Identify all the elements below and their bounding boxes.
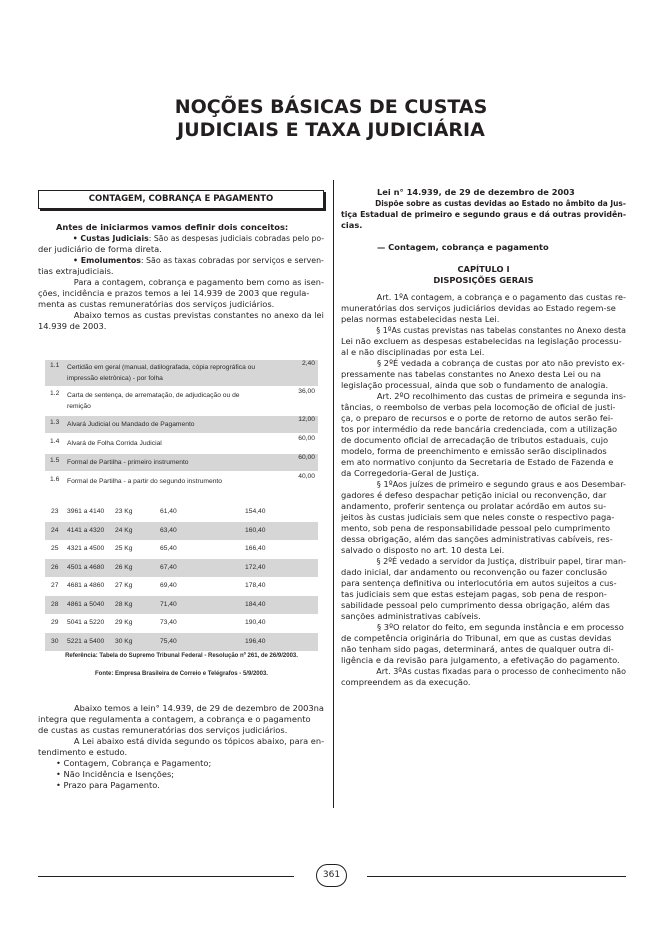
- topic-list: [38, 758, 324, 791]
- law-text-line: em ato normativo conjunto da Secretaria de Estado de Fazenda e: [341, 457, 614, 467]
- chapter-number: CAPÍTULO I: [457, 264, 510, 274]
- section-heading-box: CONTAGEM, COBRANÇA E PAGAMENTO: [38, 190, 324, 209]
- law-text-line: compreendem as da execução.: [341, 677, 471, 687]
- table-cell-description: [67, 476, 287, 487]
- postage-table: [45, 503, 318, 651]
- definition-term: • Custas Judiciais: [72, 233, 149, 243]
- table-cell: 4681 a 4860: [67, 582, 105, 589]
- law-title: Lei n° 14.939, de 29 de dezembro de 2003: [377, 187, 575, 197]
- law-text-line: tos por intermédio da rede bancária credenciada, com a utilização: [341, 424, 618, 434]
- law-text-line: Art. 2ºO recolhimento das custas de primeira e segunda ins-: [376, 391, 626, 401]
- paragraph-line: Para a contagem, cobrança e pagamento bem como as isen-: [73, 277, 324, 287]
- paragraph-line: ções, incidência e prazos temos a lei 14.939 de 2003 que regula-: [38, 288, 310, 298]
- left-column: [38, 190, 324, 332]
- table-cell: 27: [51, 582, 59, 589]
- table-cell-description: [67, 390, 287, 412]
- table-row: [45, 540, 318, 559]
- table-cell: 3961 a 4140: [67, 508, 105, 515]
- table-cell: 24 Kg: [115, 526, 133, 534]
- table-cell: 28: [51, 600, 59, 608]
- law-text-line: modelo, forma de preenchimento e emissão serão disciplinados: [341, 446, 607, 456]
- table-cell-value: 40,00: [298, 473, 315, 480]
- title-line-2: JUDICIAIS E TAXA JUDICIÁRIA: [177, 119, 485, 141]
- table-cell: 196,40: [245, 637, 266, 645]
- law-text-line: sanções administrativas cabíveis.: [341, 611, 481, 621]
- left-column-bottom: [38, 703, 324, 791]
- table-row: [45, 388, 318, 414]
- law-text-line: pressamente nas tabelas constantes no Anexo desta Lei ou na: [341, 369, 602, 379]
- right-column: [341, 187, 626, 688]
- table-row: [45, 416, 318, 433]
- table-reference: Referência: Tabela do Supremo Tribunal Federal - Resolução nº 261, de 26/9/2003.: [65, 653, 298, 659]
- table-cell: 29 Kg: [115, 619, 133, 626]
- paragraph-line: 14.939 de 2003.: [38, 321, 107, 331]
- table-cell: 30: [51, 637, 59, 645]
- table-cell: 69,40: [160, 582, 177, 589]
- paragraph-line: A Lei abaixo está divida segundo os tópicos abaixo, para en-: [73, 736, 325, 746]
- table-cell: 4141 a 4320: [67, 526, 105, 534]
- table-row: [45, 633, 318, 652]
- definition-emolumentos-cont: tias extrajudiciais.: [38, 266, 114, 276]
- table-cell: 24: [51, 526, 59, 534]
- table-cell: 28 Kg: [115, 600, 133, 608]
- table-cell-number: 1.1: [50, 362, 60, 369]
- table-cell: 25: [51, 545, 59, 552]
- table-cell-number: 1.4: [50, 438, 60, 445]
- table-cell: 190,40: [245, 619, 266, 626]
- intro-text: Antes de iniciarmos vamos definir dois conceitos:: [56, 222, 289, 232]
- table-cell: 23 Kg: [115, 508, 133, 515]
- table-cell-number: 1.5: [50, 457, 60, 464]
- footer-rule-right: [367, 876, 626, 877]
- description-line: remição: [67, 403, 91, 410]
- table-cell: 23: [51, 508, 59, 515]
- law-text-line: andamento, proferir sentença ou prolatar acórdão em autos su-: [341, 501, 607, 511]
- law-text-line: pelas normas estabelecidas nesta Lei.: [341, 314, 500, 324]
- law-text-line: jeitos às custas judiciais sem que neles conste o respectivo paga-: [341, 512, 615, 522]
- law-text-line: dessa obrigação, além das sanções administrativas cabíveis, res-: [341, 534, 613, 544]
- table-cell: 5221 a 5400: [67, 637, 105, 645]
- law-summary: Dispõe sobre as custas devidas ao Estado no âmbito da Jus-: [375, 198, 626, 208]
- table-cell-description: [67, 419, 287, 430]
- paragraph-line: tendimento e estudo.: [38, 747, 128, 757]
- table-cell: 172,40: [245, 563, 266, 571]
- costs-table: [45, 360, 318, 492]
- table-cell: 160,40: [245, 526, 266, 534]
- table-cell: 67,40: [160, 563, 177, 571]
- paragraph-line: Abaixo temos a lein° 14.939, de 29 de dezembro de 2003na: [73, 703, 324, 713]
- description-line: Alvará de Folha Corrida Judicial: [67, 440, 162, 447]
- table-cell: 4321 a 4500: [67, 545, 105, 552]
- table-row: [45, 614, 318, 633]
- table-cell: 30 Kg: [115, 637, 133, 645]
- table-cell: 27 Kg: [115, 582, 133, 589]
- table-cell: 75,40: [160, 637, 177, 645]
- law-text-line: § 1ºAos juízes de primeiro e segundo graus e aos Desembar-: [376, 479, 627, 489]
- table-cell: 25 Kg: [115, 545, 133, 552]
- law-text-line: ligência e da revisão para julgamento, a efetivação do pagamento.: [341, 655, 620, 665]
- law-summary: tiça Estadual de primeiro e segundo graus e dá outras providên-: [341, 209, 627, 219]
- law-text-line: mento, sob pena de responsabilidade pessoal pelo cumprimento: [341, 523, 611, 533]
- law-text-line: ça, o preparo de recursos e o porte de retorno de autos serão fei-: [341, 413, 614, 423]
- description-line: Formal de Partilha - a partir do segundo instrumento: [67, 478, 223, 485]
- description-line: Carta de sentença, de arrematação, de adjudicação ou de: [67, 392, 240, 399]
- law-text-line: § 2ºÉ vedada a cobrança de custas por ato não previsto ex-: [377, 358, 625, 368]
- title-line-1: NOÇÕES BÁSICAS DE CUSTAS: [174, 96, 488, 118]
- table-row: [45, 435, 318, 452]
- table-cell: 71,40: [160, 600, 177, 608]
- table-row: [45, 577, 318, 596]
- table-cell-value: 60,00: [298, 454, 315, 461]
- law-text-line: gadores é defeso despachar petição inicial ou reconvenção, dar: [341, 490, 607, 500]
- table-cell-value: 36,00: [298, 388, 315, 395]
- table-cell: 26 Kg: [115, 563, 133, 571]
- subheading: — Contagem, cobrança e pagamento: [377, 242, 549, 252]
- table-cell: 29: [51, 619, 59, 626]
- table-cell: 5041 a 5220: [67, 619, 105, 626]
- law-text-line: muneratórias dos serviços judiciários devidas ao Estado regem-se: [341, 303, 616, 313]
- table-cell-description: [67, 438, 287, 449]
- table-cell: 184,40: [245, 600, 266, 608]
- footer-rule-left: [38, 876, 294, 877]
- law-text-line: para sentença definitiva ou interlocutória em autos sujeitos a cus-: [341, 578, 617, 588]
- table-row: [45, 559, 318, 578]
- table-row: [45, 454, 318, 471]
- table-cell: 4501 a 4680: [67, 563, 105, 571]
- table-cell-number: 1.3: [50, 419, 60, 426]
- list-item: • Contagem, Cobrança e Pagamento;: [56, 758, 212, 768]
- paragraph-line: integra que regulamenta a contagem, a cobrança e o pagamento: [38, 714, 311, 724]
- law-text-line: de documento oficial de arrecadação de tributos estaduais, cujo: [341, 435, 609, 445]
- table-cell: 63,40: [160, 526, 177, 534]
- definition-custas-cont: der judiciário de forma direta.: [38, 244, 162, 254]
- table-row: [45, 596, 318, 615]
- paragraph-line: Abaixo temos as custas previstas constantes no anexo da lei: [73, 310, 324, 320]
- table-cell-number: 1.6: [50, 476, 60, 483]
- table-cell: 26: [51, 563, 59, 571]
- law-text-line: Lei não excluem as despesas estabelecidas na legislação processu-: [341, 336, 622, 346]
- table-cell-value: 60,00: [298, 435, 315, 442]
- paragraph-line: menta as custas remuneratórias dos serviços judiciários.: [38, 299, 275, 309]
- table-row: [45, 473, 318, 490]
- chapter-title: DISPOSIÇÕES GERAIS: [433, 275, 534, 285]
- law-text-line: da Corregedoria-Geral de Justiça.: [341, 468, 480, 478]
- law-text-line: de competência originária do Tribunal, em que as custas devidas: [341, 633, 612, 643]
- law-text: [341, 292, 626, 688]
- table-cell: 65,40: [160, 545, 177, 552]
- description-line: impressão eletrônica) - por folha: [67, 375, 163, 382]
- table-cell: 154,40: [245, 508, 266, 515]
- law-text-line: § 3ºO relator do feito, em segunda instância e em processo: [377, 622, 624, 632]
- page-title: [0, 96, 662, 142]
- table-cell-number: 1.2: [50, 390, 60, 397]
- law-text-line: salvado o disposto no art. 10 desta Lei.: [341, 545, 505, 555]
- table-cell-description: [67, 457, 287, 468]
- description-line: Certidão em geral (manual, datilografada, cópia reprográfica ou: [67, 364, 256, 371]
- law-text-line: legislação processual, ainda que sob o fundamento de analogia.: [341, 380, 609, 390]
- law-text-line: Art. 1ºA contagem, a cobrança e o pagamento das custas re-: [376, 292, 626, 302]
- definition-text: : São as despesas judiciais cobradas pelo po-: [148, 233, 325, 243]
- table-row: [45, 503, 318, 522]
- table-row: [45, 522, 318, 541]
- costs-table-image: [45, 360, 318, 677]
- list-item: • Prazo para Pagamento.: [56, 780, 160, 790]
- table-row: [45, 360, 318, 386]
- definition-emolumentos: [38, 255, 324, 266]
- table-cell: 166,40: [245, 545, 266, 552]
- law-text-line: sabilidade pessoal pelo cumprimento dessa obrigação, além das: [341, 600, 610, 610]
- law-summary: cias.: [341, 220, 363, 230]
- table-cell-value: 12,00: [298, 416, 315, 423]
- law-text-line: § 2ºÉ vedado a servidor da Justiça, distribuir papel, tirar man-: [376, 556, 627, 566]
- table-cell: 178,40: [245, 582, 266, 589]
- column-divider: [333, 180, 334, 808]
- table-cell: 61,40: [160, 508, 177, 515]
- definition-term: • Emolumentos: [73, 255, 141, 265]
- table-cell-description: [67, 362, 287, 384]
- law-text-line: al e não disciplinadas por esta Lei.: [341, 347, 485, 357]
- table-source: Fonte: Empresa Brasileira de Correio e Telégrafos - 5/9/2003.: [95, 671, 268, 677]
- law-text-line: não tenham sido pagas, determinará, antes de qualquer outra di-: [341, 644, 614, 654]
- table-cell-value: 2,40: [301, 360, 315, 367]
- definition-custas: [38, 233, 324, 244]
- law-text-line: § 1ºAs custas previstas nas tabelas constantes no Anexo desta: [376, 325, 626, 335]
- law-text-line: Art. 3ºAs custas fixadas para o processo de conhecimento não: [376, 666, 627, 676]
- description-line: Formal de Partilha - primeiro instrumento: [67, 459, 189, 466]
- page-number: 361: [316, 864, 347, 887]
- definition-text: : São as taxas cobradas por serviços e serven-: [140, 255, 324, 265]
- law-text-line: dado inicial, dar andamento ou reconvenção ou fazer conclusão: [341, 567, 608, 577]
- law-text-line: tâncias, o reembolso de verbas pela locomoção de oficial de justi-: [341, 402, 616, 412]
- list-item: • Não Incidência e Isenções;: [56, 769, 175, 779]
- paragraph-line: de custas as custas remuneratórias dos serviços judiciários.: [38, 725, 288, 735]
- description-line: Alvará Judicial ou Mandado de Pagamento: [67, 421, 195, 428]
- table-cell: 73,40: [160, 619, 177, 626]
- table-cell: 4861 a 5040: [67, 600, 105, 608]
- law-text-line: tas judiciais sem que estas estejam pagas, sob pena de respon-: [341, 589, 607, 599]
